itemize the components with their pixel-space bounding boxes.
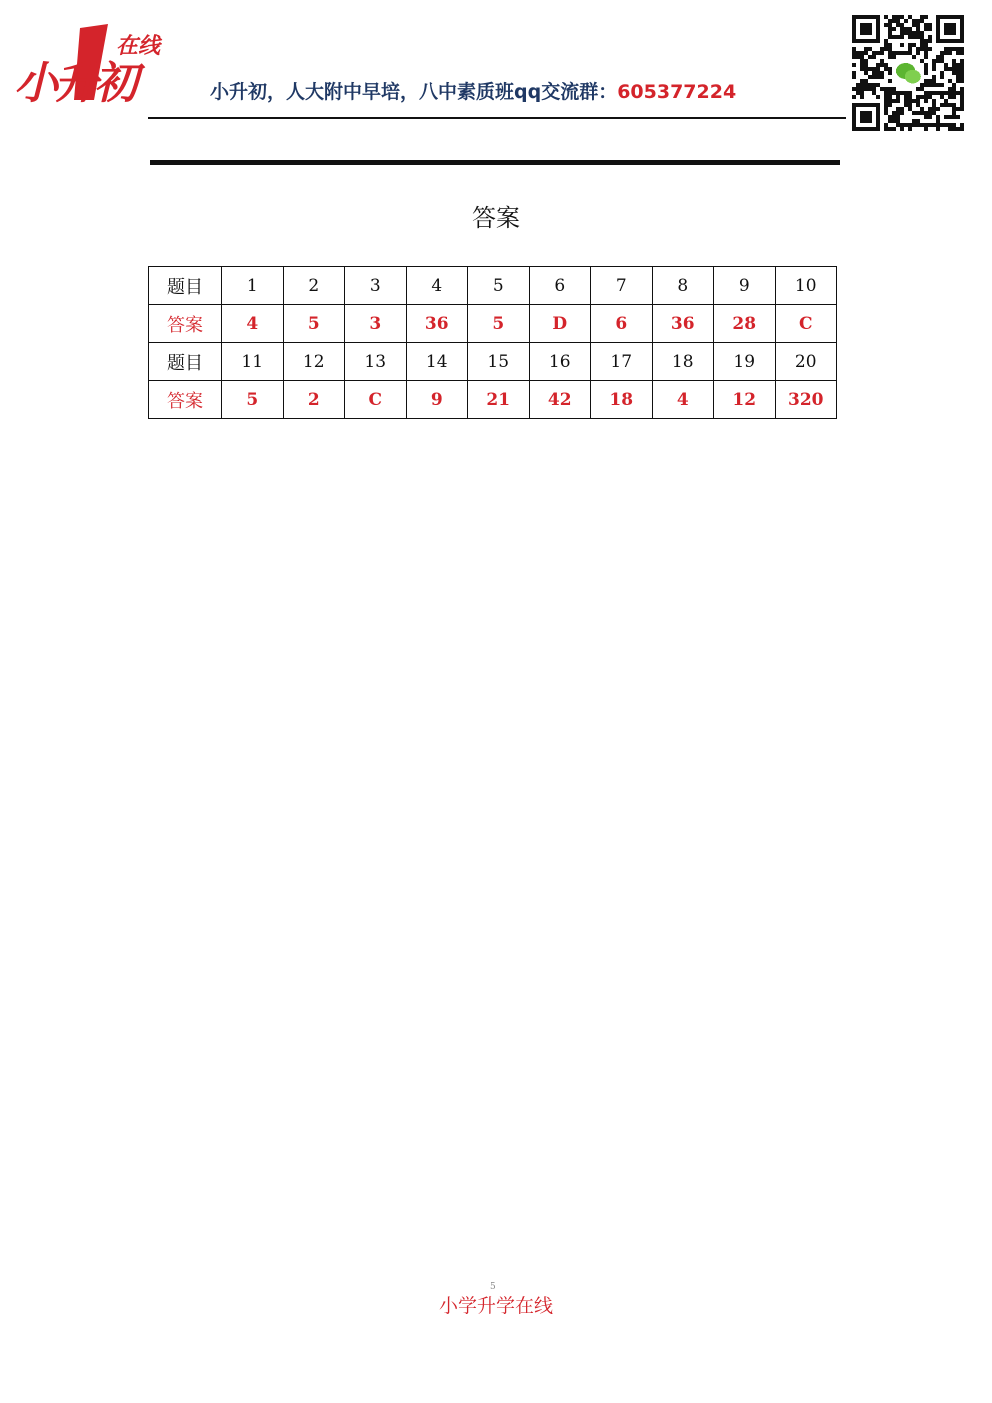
question-number-cell: 5	[468, 267, 530, 305]
question-number-cell: 6	[529, 267, 591, 305]
question-number-cell: 13	[345, 343, 407, 381]
question-number-cell: 20	[775, 343, 837, 381]
answer-row	[149, 305, 837, 343]
question-number-cell: 17	[591, 343, 653, 381]
answer-cell: 4	[222, 305, 284, 343]
answer-cell: 320	[775, 381, 837, 419]
answer-cell: 3	[345, 305, 407, 343]
question-number-cell: 11	[222, 343, 284, 381]
question-number-cell: 3	[345, 267, 407, 305]
answer-row	[149, 381, 837, 419]
question-number-cell: 14	[406, 343, 468, 381]
answer-cell: 5	[222, 381, 284, 419]
answer-cell: C	[775, 305, 837, 343]
brand-logo	[10, 22, 170, 109]
answer-cell: D	[529, 305, 591, 343]
page-title: 答案	[472, 204, 520, 232]
answer-cell: 2	[283, 381, 345, 419]
answer-cell: 5	[283, 305, 345, 343]
answer-cell: 42	[529, 381, 591, 419]
question-number-cell: 8	[652, 267, 714, 305]
answer-cell: 4	[652, 381, 714, 419]
answer-cell: 21	[468, 381, 530, 419]
answer-cell: 5	[468, 305, 530, 343]
footer-text: 小学升学在线	[438, 1295, 553, 1317]
question-number-cell: 16	[529, 343, 591, 381]
answer-cell: 9	[406, 381, 468, 419]
question-number-cell: 7	[591, 267, 653, 305]
question-number-cell: 4	[406, 267, 468, 305]
question-label: 题目	[149, 267, 222, 305]
logo-online-text: 在线	[116, 34, 161, 59]
question-number-cell: 18	[652, 343, 714, 381]
qr-code-icon	[852, 15, 964, 131]
question-number-cell: 9	[714, 267, 776, 305]
question-number-cell: 12	[283, 343, 345, 381]
answer-cell: 36	[652, 305, 714, 343]
question-label: 题目	[149, 343, 222, 381]
answer-cell: 12	[714, 381, 776, 419]
section-divider	[150, 160, 840, 165]
answer-cell: C	[345, 381, 407, 419]
answer-cell: 28	[714, 305, 776, 343]
answer-label: 答案	[149, 381, 222, 419]
question-row	[149, 343, 837, 381]
qq-group-banner	[210, 78, 736, 106]
logo-main-text: 小升初	[14, 58, 134, 109]
question-row	[149, 267, 837, 305]
question-number-cell: 2	[283, 267, 345, 305]
question-number-cell: 19	[714, 343, 776, 381]
header-divider	[148, 117, 846, 119]
question-number-cell: 15	[468, 343, 530, 381]
banner-text: 小升初，人大附中早培，八中素质班qq交流群：	[210, 81, 618, 103]
answer-cell: 18	[591, 381, 653, 419]
answer-table	[148, 266, 837, 419]
question-number-cell: 10	[775, 267, 837, 305]
answer-label: 答案	[149, 305, 222, 343]
qq-number: 605377224	[617, 81, 737, 103]
question-number-cell: 1	[222, 267, 284, 305]
page-number: 5	[490, 1282, 496, 1292]
answer-cell: 36	[406, 305, 468, 343]
answer-cell: 6	[591, 305, 653, 343]
